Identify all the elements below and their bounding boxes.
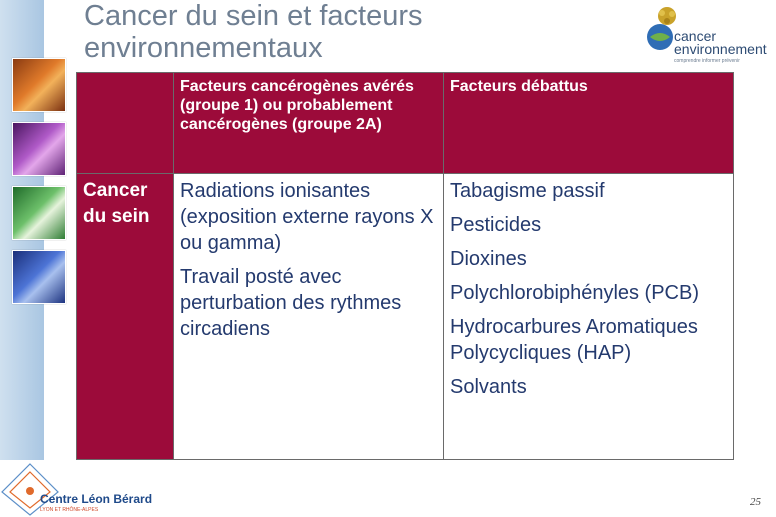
photo-thumbnail-3 <box>12 186 66 240</box>
photo-thumbnail-1 <box>12 58 66 112</box>
clb-subtitle: LYON ET RHÔNE-ALPES <box>40 507 99 513</box>
list-item: Hydrocarbures Aromatiques Polycycliques (HAP) <box>450 316 698 364</box>
photo-thumbnail-4 <box>12 250 66 304</box>
page-number: 25 <box>750 496 761 508</box>
list-item: Dioxines <box>450 248 527 270</box>
table-header-empty <box>77 73 174 174</box>
clb-name: Centre Léon Bérard <box>40 492 153 506</box>
list-item: Solvants <box>450 376 527 398</box>
logo-tagline: comprendre informer prévenir <box>674 58 740 64</box>
factors-table <box>76 72 734 460</box>
table-header-averes: Facteurs cancérogènes avérés (groupe 1) ou probablement cancérogènes (groupe 2A) <box>174 73 444 174</box>
cancer-environnement-logo <box>640 4 776 68</box>
list-item: Tabagisme passif <box>450 180 605 202</box>
cell-facteurs-averes <box>174 174 444 460</box>
cancer-environnement-text <box>674 30 767 56</box>
photo-thumbnail-2 <box>12 122 66 176</box>
centre-leon-berard-logo <box>0 462 153 517</box>
slide-title: Cancer du sein et facteurs environnementaux <box>84 0 423 64</box>
logo-line-2: environnement <box>674 41 767 57</box>
list-item: Travail posté avec perturbation des rythmes circadiens <box>180 266 402 340</box>
row-label-cancer-du-sein: Cancer du sein <box>77 174 174 460</box>
list-item: Polychlorobiphényles (PCB) <box>450 282 700 304</box>
logo-line-1: cancer <box>674 28 717 44</box>
list-item: Pesticides <box>450 214 542 236</box>
table-header-debattus: Facteurs débattus <box>444 73 734 174</box>
cell-facteurs-debattus <box>444 174 734 460</box>
list-item: Radiations ionisantes (exposition externe rayons X ou gamma) <box>180 180 434 254</box>
